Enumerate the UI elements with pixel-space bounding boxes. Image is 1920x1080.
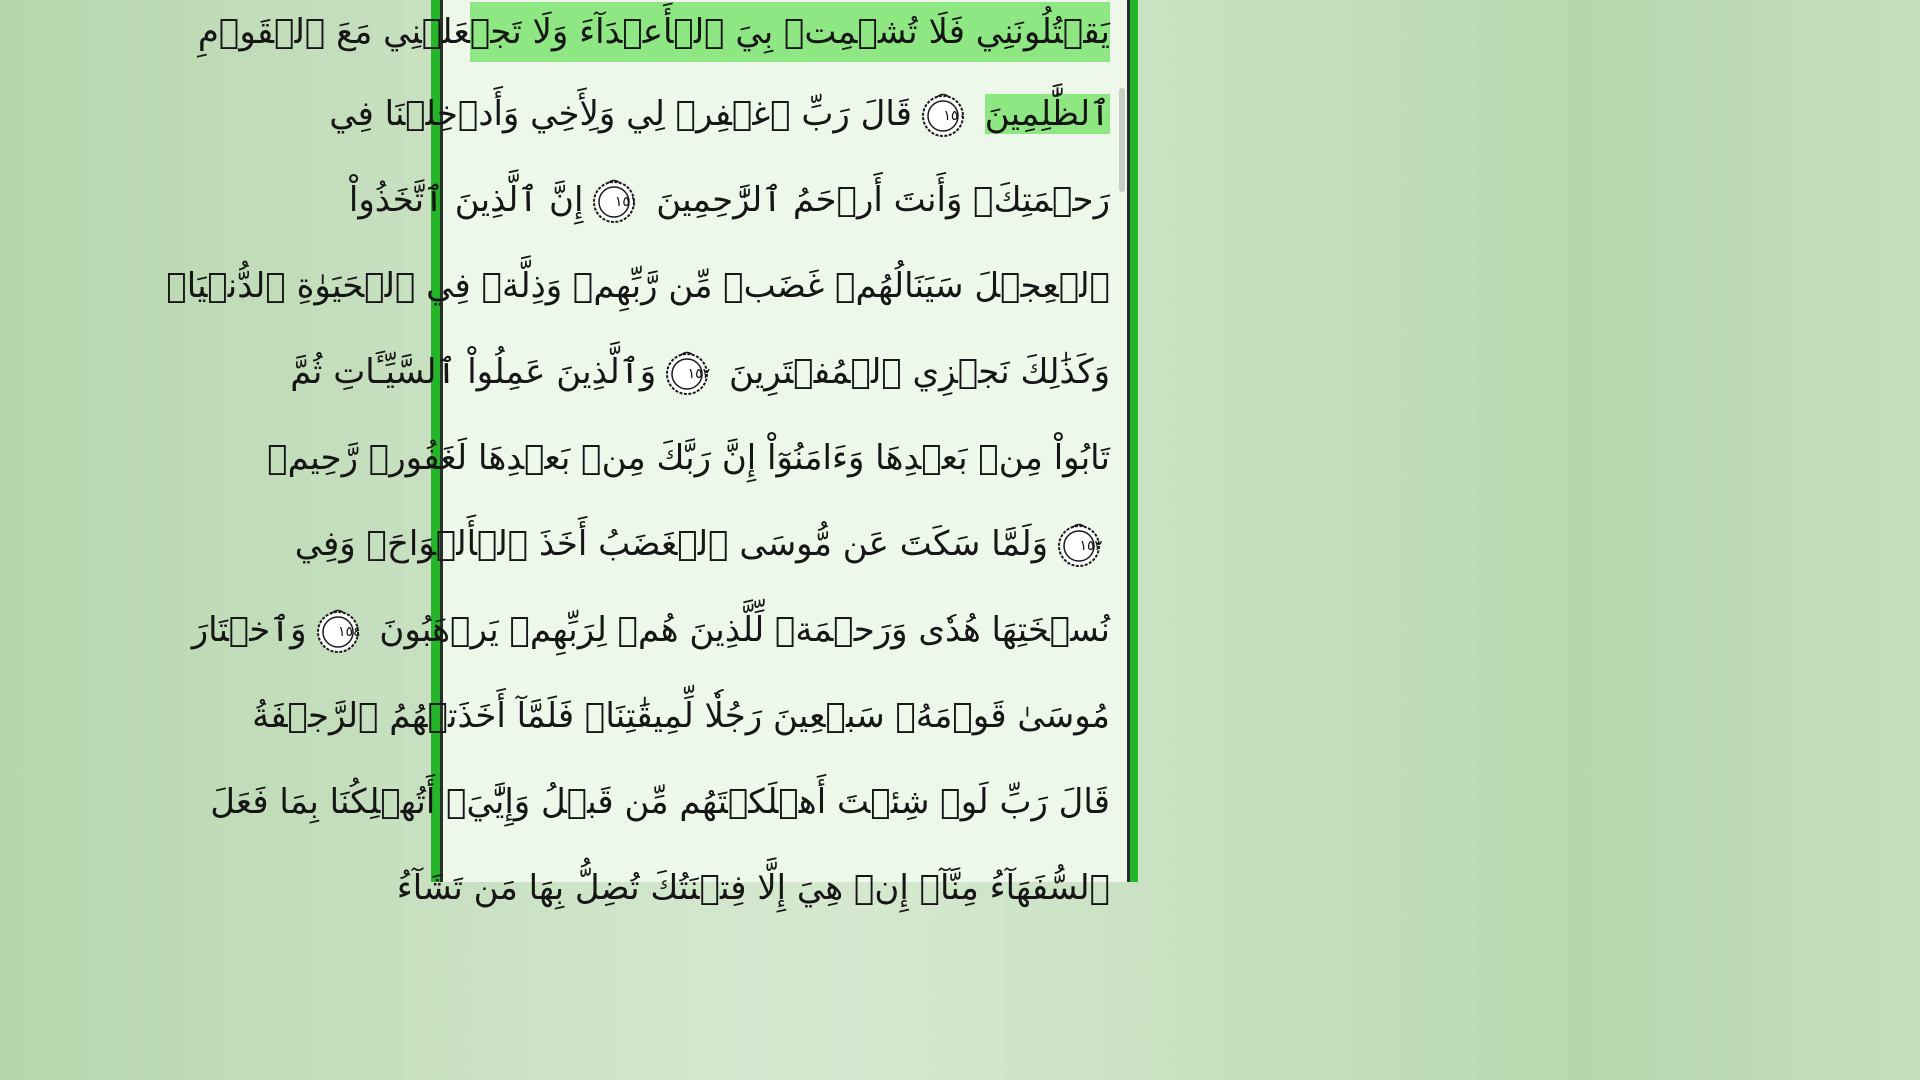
verse-line[interactable] — [329, 84, 1110, 144]
verse-text: تَابُواْ مِنۢ بَعۡدِهَا وَءَامَنُوٓاْ إِنَّ رَبَّكَ مِنۢ بَعۡدِهَا لَغَفُورٞ رَّحِيمٞ — [267, 438, 1110, 478]
ayah-number: ١٥٢ — [687, 365, 711, 382]
verse-line[interactable] — [166, 256, 1110, 316]
ayah-number: ١٥٣ — [1079, 537, 1102, 554]
ayah-number-marker — [920, 93, 966, 139]
verse-text: قَالَ رَبِّ ٱغۡفِرۡ لِي وَلِأَخِي وَأَدۡخِلۡنَا فِي — [329, 94, 912, 134]
scrollbar-thumb[interactable] — [1119, 88, 1125, 192]
verse-line[interactable] — [396, 858, 1110, 918]
ayah-number: ١٥٤ — [338, 623, 361, 640]
verse-text: إِنَّ ٱلَّذِينَ ٱتَّخَذُواْ — [348, 180, 584, 220]
highlighted-verse-text: ٱلظَّٰلِمِينَ — [984, 94, 1110, 134]
ayah-number: ١٥١ — [614, 193, 638, 210]
ayah-number-marker — [591, 179, 637, 225]
verse-text: مُوسَىٰ قَوۡمَهُۥ سَبۡعِينَ رَجُلٗا لِّمِيقَٰتِنَاۖ فَلَمَّآ أَخَذَتۡهُمُ ٱلرَّجۡفَةُ — [252, 696, 1110, 736]
verse-text: يَقۡتُلُونَنِي فَلَا تُشۡمِتۡ بِيَ ٱلۡأَعۡدَآءَ وَلَا تَجۡعَلۡنِي مَعَ ٱلۡقَوۡمِ — [197, 12, 1110, 52]
verse-line[interactable] — [197, 2, 1110, 62]
verse-line[interactable] — [191, 600, 1110, 660]
verse-text: قَالَ رَبِّ لَوۡ شِئۡتَ أَهۡلَكۡتَهُم مِّن قَبۡلُ وَإِيَّٰيَۖ أَتُهۡلِكُنَا بِمَا فَعَلَ — [210, 782, 1110, 822]
ayah-number-marker — [315, 609, 361, 655]
verse-line[interactable] — [252, 686, 1110, 746]
verse-line[interactable] — [290, 342, 1110, 402]
verse-text: وَٱلَّذِينَ عَمِلُواْ ٱلسَّيِّـَٔاتِ ثُمَّ — [290, 352, 657, 392]
verse-line[interactable] — [348, 170, 1110, 230]
verse-line[interactable] — [294, 514, 1110, 574]
ayah-number-marker — [1056, 523, 1102, 569]
verse-line[interactable] — [267, 428, 1110, 488]
verse-text: وَلَمَّا سَكَتَ عَن مُّوسَى ٱلۡغَضَبُ أَخَذَ ٱلۡأَلۡوَاحَۖ وَفِي — [294, 524, 1048, 564]
verse-text: نُسۡخَتِهَا هُدٗى وَرَحۡمَةٞ لِّلَّذِينَ هُمۡ لِرَبِّهِمۡ يَرۡهَبُونَ — [379, 610, 1110, 650]
verse-line[interactable] — [210, 772, 1110, 832]
verse-text: رَحۡمَتِكَۖ وَأَنتَ أَرۡحَمُ ٱلرَّٰحِمِينَ — [656, 180, 1110, 220]
verse-text: وَكَذَٰلِكَ نَجۡزِي ٱلۡمُفۡتَرِينَ — [728, 352, 1110, 392]
verse-text: وَٱخۡتَارَ — [191, 610, 307, 650]
ayah-number: ١٥٠ — [943, 107, 966, 124]
ayah-number-marker — [664, 351, 710, 397]
verse-text: ٱلۡعِجۡلَ سَيَنَالُهُمۡ غَضَبٞ مِّن رَّبِّهِمۡ وَذِلَّةٞ فِي ٱلۡحَيَوٰةِ ٱلدُّنۡيَاۚ — [166, 266, 1110, 306]
verse-text: ٱلسُّفَهَآءُ مِنَّآۖ إِنۡ هِيَ إِلَّا فِتۡنَتُكَ تُضِلُّ بِهَا مَن تَشَآءُ — [396, 868, 1110, 908]
